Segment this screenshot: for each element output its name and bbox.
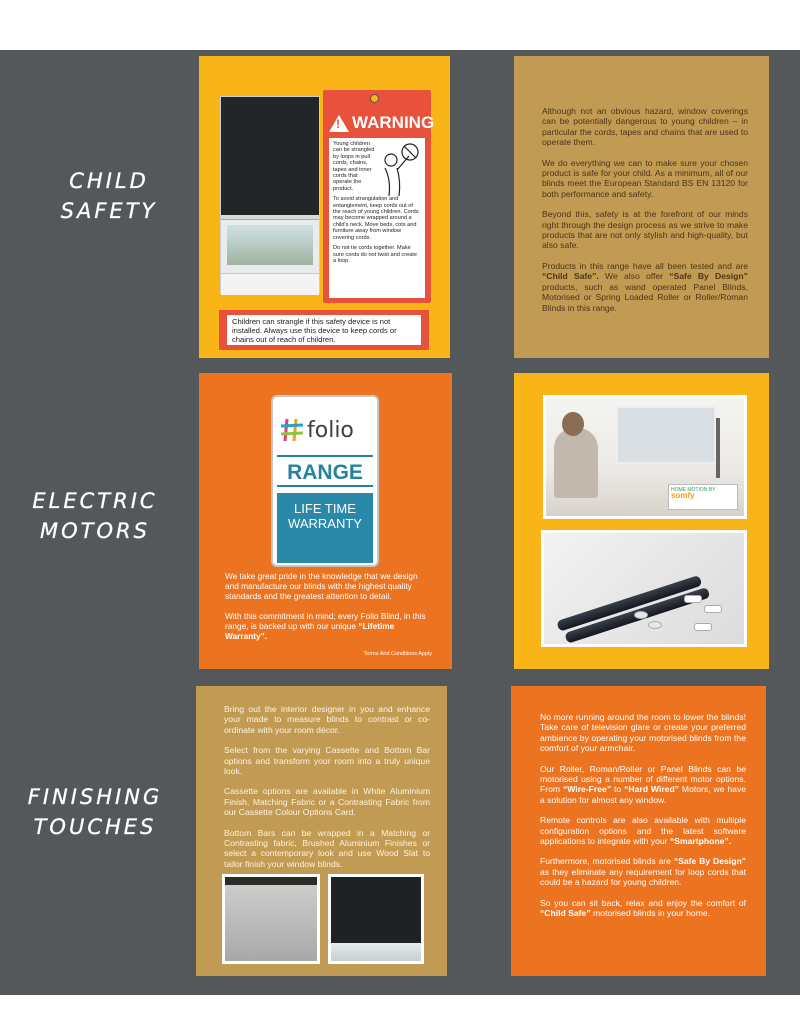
warning-heading xyxy=(329,110,435,136)
light-fabric-swatch xyxy=(225,877,317,961)
motor-disc xyxy=(648,621,662,629)
window-shape xyxy=(616,406,716,464)
title-line: FINISHING xyxy=(27,785,163,809)
text-run: Furthermore, motorised blinds are xyxy=(540,856,674,867)
text-run: motorised blinds in your home. xyxy=(590,908,711,919)
title-line: CHILD xyxy=(69,169,149,193)
lamp-shape xyxy=(716,418,720,478)
text-run-bold: “Lifetime Warranty”. xyxy=(225,621,395,641)
tag-hole xyxy=(370,94,379,103)
text-run-bold: “Safe By Design” xyxy=(673,856,746,867)
warning-triangle-icon xyxy=(329,115,349,132)
safety-device-text: Children can strangle if this safety device is not installed. Always use this device to keep cords or chains out of reach of children. xyxy=(227,315,421,345)
folio-hash-icon xyxy=(279,417,305,443)
paragraph: Cassette options are available in White Aluminium Finish, Matching Fabric or a Contrasting Fabric from our Cassette Colour Options Card. xyxy=(224,786,430,818)
text-run: We also offer xyxy=(598,271,670,282)
title-line: ELECTRIC xyxy=(32,489,158,513)
text-run-bold: “Hard Wired” xyxy=(624,784,680,795)
motors-scene xyxy=(544,533,744,644)
text-run: as they eliminate any requirement for loop cords that could be a hazard for young children. xyxy=(540,866,746,888)
text-run: With this commitment in mind; every Folio Blind, in this range, is backed up with our unique xyxy=(225,611,426,631)
blind-fabric xyxy=(221,97,319,215)
paragraph xyxy=(225,611,431,641)
section-title-child-safety xyxy=(14,166,204,226)
paragraph: No more running around the room to lower the blinds! Take care of television glare or create your preferred ambience by operating your motorised blinds from the comfort of your armchair. xyxy=(540,712,746,754)
paragraph: We do everything we can to make sure your chosen product is safe for your child. As a minimum, all of our blinds meet the European Standard BS EN 13120 for both performance and safety. xyxy=(542,157,748,199)
terms-note: Terms And Conditions Apply xyxy=(363,651,432,657)
text-run-bold: “Child Safe”. xyxy=(542,271,599,282)
paragraph: Beyond this, safety is at the forefront of our minds right through the design process as we strive to make products that are not only stylish and high-quality, but also safe. xyxy=(542,209,748,251)
cassette-swatch-light xyxy=(222,874,320,964)
somfy-remote xyxy=(668,484,738,510)
child-cord-warning-icon xyxy=(379,142,421,198)
section-title-electric-motors xyxy=(0,486,190,546)
paragraph: Bottom Bars can be wrapped in a Matching or Contrasting fabric, Brushed Aluminium Finishes or select a contemporary look and use Wood Slat to tailor finish your window blinds. xyxy=(224,827,430,869)
paragraph xyxy=(540,764,746,806)
text-run: Remote controls are also available with multiple configuration options and the latest software applications to integrate with your xyxy=(540,815,746,847)
safety-device-strip xyxy=(219,310,429,350)
room-remote-photo xyxy=(543,395,747,519)
finishing-touches-panel xyxy=(196,686,447,976)
remote-control xyxy=(704,605,722,613)
paragraph xyxy=(540,898,746,919)
motors-text-panel xyxy=(511,686,766,976)
room-scene xyxy=(546,398,744,516)
folio-warranty-panel xyxy=(199,373,452,669)
text-run: Products in this range have all been tested and are xyxy=(542,260,748,271)
folio-logo xyxy=(279,417,375,443)
title-line: TOUCHES xyxy=(33,815,157,839)
motor-disc xyxy=(634,611,648,619)
text-run: to xyxy=(611,784,625,795)
warning-para: Do not tie cords together. Make sure cords do not twist and create a loop. xyxy=(333,245,417,264)
section-title-finishing-touches xyxy=(0,782,190,842)
remote-control xyxy=(684,595,702,603)
motor-photos-panel xyxy=(514,373,769,669)
remote-control xyxy=(694,623,712,631)
paragraph xyxy=(542,261,748,313)
paragraph: Select from the varying Cassette and Bottom Bar options and transform your room into a truly unique look. xyxy=(224,745,430,777)
person-shape xyxy=(554,428,598,498)
title-line: MOTORS xyxy=(40,519,150,543)
motors-photo xyxy=(541,530,747,647)
somfy-logo: somfy xyxy=(671,491,695,500)
child-safety-image-panel xyxy=(199,56,450,358)
warning-tag xyxy=(323,90,435,303)
paragraph xyxy=(540,815,746,846)
range-label: RANGE xyxy=(277,455,373,487)
folio-warranty-card xyxy=(271,395,379,567)
blind-bottom-bar xyxy=(221,215,319,220)
paragraph: We take great pride in the knowledge that we design and manufacture our blinds with the highest quality standards and the greatest attention to detail. xyxy=(225,571,418,601)
text-run-bold: “Wire-Free” xyxy=(562,784,612,795)
remote-caption: HOME MOTION BY xyxy=(671,487,716,493)
text-run-bold: “Smartphone”. xyxy=(669,836,732,847)
paragraph xyxy=(540,856,746,887)
text-run-bold: “Child Safe” xyxy=(540,908,591,919)
warranty-line: LIFE TIME xyxy=(294,501,356,516)
window-sill xyxy=(221,273,319,295)
text-run: Motors, we have a solution for almost any window. xyxy=(540,784,747,805)
child-safety-text-panel xyxy=(514,56,769,358)
cassette-swatch-dark xyxy=(328,874,424,964)
roller-blind-window-image xyxy=(220,96,320,294)
text-run: Our Roller, Roman/Roller or Panel Blinds can be motorised using a number of different motor options. From xyxy=(540,763,746,795)
text-run: So you can sit back, relax and enjoy the comfort of xyxy=(540,897,746,908)
dark-fabric-swatch xyxy=(331,877,421,961)
title-line: SAFETY xyxy=(60,199,158,223)
person-head-shape xyxy=(562,412,584,436)
folio-logo-text: folio xyxy=(307,417,354,443)
warning-intro: Young children can be strangled by loops in pull cords, chains, tapes and inner cords that operate the product. xyxy=(333,141,375,192)
window-view xyxy=(227,225,313,265)
paragraph: Although not an obvious hazard, window coverings can be potentially dangerous to young children – in particular the cords, tapes and chains that are used to operate them. xyxy=(542,106,748,148)
paragraph: Bring out the interior designer in you and enhance your made to measure blinds to contrast or co-ordinate with your room décor. xyxy=(224,704,430,735)
warranty-line: WARRANTY xyxy=(288,516,362,531)
text-run-bold: “Safe By Design” xyxy=(669,271,748,282)
lifetime-warranty-box xyxy=(277,493,373,563)
warning-tag-body xyxy=(329,138,425,298)
warning-para: To avoid strangulation and entanglement, keep cords out of the reach of young children. Cords may become wrapped around a child's neck. Move beds, cots and furniture away from window covering cords. xyxy=(333,196,419,241)
warning-heading-text: WARNING xyxy=(352,113,435,132)
text-run: products, such as wand operated Panel Blinds, Motorised or Spring Loaded Roller or Roller/Roman Blinds in this range. xyxy=(542,281,748,313)
